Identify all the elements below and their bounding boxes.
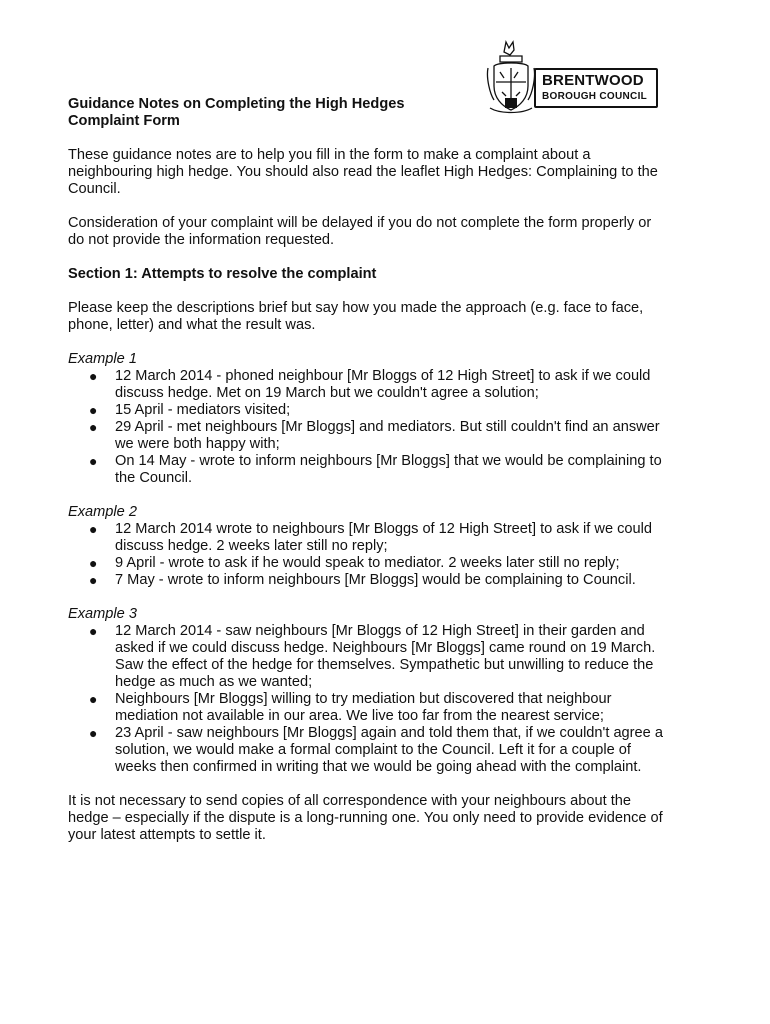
page-title-line1: Guidance Notes on Completing the High Hedges <box>68 96 405 112</box>
bullet-icon: ● <box>89 555 98 571</box>
bullet-icon: ● <box>89 725 98 741</box>
list-item <box>68 402 668 419</box>
list-item <box>68 572 668 589</box>
list-item-text: Neighbours [Mr Bloggs] willing to try mediation but discovered that neighbour mediation not available in our area. We live too far from the nearest service; <box>115 691 612 724</box>
example-1-label: Example 1 <box>68 351 137 367</box>
list-item-text: 7 May - wrote to inform neighbours [Mr Bloggs] would be complaining to Council. <box>115 572 636 588</box>
list-item <box>68 623 668 691</box>
section-1-instructions: Please keep the descriptions brief but say how you made the approach (e.g. face to face, phone, letter) and what the result was. <box>68 300 644 333</box>
list-item <box>68 555 668 572</box>
list-item <box>68 691 668 725</box>
delay-note-paragraph: Consideration of your complaint will be delayed if you do not complete the form properly or do not provide the information requested. <box>68 215 652 248</box>
bullet-icon: ● <box>89 368 98 384</box>
logo-subtitle: BOROUGH COUNCIL <box>542 91 648 102</box>
example-1-list <box>68 368 668 487</box>
section-1-heading: Section 1: Attempts to resolve the complaint <box>68 266 377 282</box>
list-item <box>68 368 668 402</box>
example-2-label: Example 2 <box>68 504 137 520</box>
bullet-icon: ● <box>89 402 98 418</box>
bullet-icon: ● <box>89 691 98 707</box>
list-item-text: 12 March 2014 - phoned neighbour [Mr Bloggs of 12 High Street] to ask if we could discuss hedge. Met on 19 March but we couldn't agree a solution; <box>115 368 651 401</box>
page-title <box>68 96 668 130</box>
list-item-text: 12 March 2014 wrote to neighbours [Mr Bloggs of 12 High Street] to ask if we could discuss hedge. 2 weeks later still no reply; <box>115 521 653 554</box>
list-item-text: 29 April - met neighbours [Mr Bloggs] and mediators. But still couldn't find an answer we were both happy with; <box>115 419 660 452</box>
page-title-line2: Complaint Form <box>68 113 180 129</box>
list-item-text: 23 April - saw neighbours [Mr Bloggs] again and told them that, if we couldn't agree a solution, we would make a formal complaint to the Council. Left it for a couple of weeks then confirmed in writing that we would be going ahead with the complaint. <box>115 725 663 775</box>
bullet-icon: ● <box>89 572 98 588</box>
intro-paragraph: These guidance notes are to help you fill in the form to make a complaint about a neighbouring high hedge. You should also read the leaflet High Hedges: Complaining to the Council. <box>68 147 658 197</box>
list-item-text: On 14 May - wrote to inform neighbours [Mr Bloggs] that we would be complaining to the Council. <box>115 453 662 486</box>
list-item-text: 9 April - wrote to ask if he would speak to mediator. 2 weeks later still no reply; <box>115 555 620 571</box>
list-item <box>68 521 668 555</box>
bullet-icon: ● <box>89 521 98 537</box>
list-item <box>68 725 668 776</box>
list-item-text: 15 April - mediators visited; <box>115 402 291 418</box>
bullet-icon: ● <box>89 453 98 469</box>
bullet-icon: ● <box>89 419 98 435</box>
example-2-list <box>68 521 668 589</box>
example-3-label: Example 3 <box>68 606 137 622</box>
logo-name: BRENTWOOD <box>542 72 644 89</box>
bullet-icon: ● <box>89 623 98 639</box>
list-item <box>68 453 668 487</box>
document-body <box>68 96 668 844</box>
example-3-list <box>68 623 668 776</box>
closing-paragraph: It is not necessary to send copies of all correspondence with your neighbours about the hedge – especially if the dispute is a long-running one. You only need to provide evidence of your latest attempts to settle it. <box>68 793 663 843</box>
list-item <box>68 419 668 453</box>
list-item-text: 12 March 2014 - saw neighbours [Mr Bloggs of 12 High Street] in their garden and asked if we could discuss hedge. Neighbours [Mr Bloggs] came round on 19 March. Saw the effect of the hedge for themselves. Sympathetic but unwilling to reduce the hedge as much as we wanted; <box>115 623 656 690</box>
